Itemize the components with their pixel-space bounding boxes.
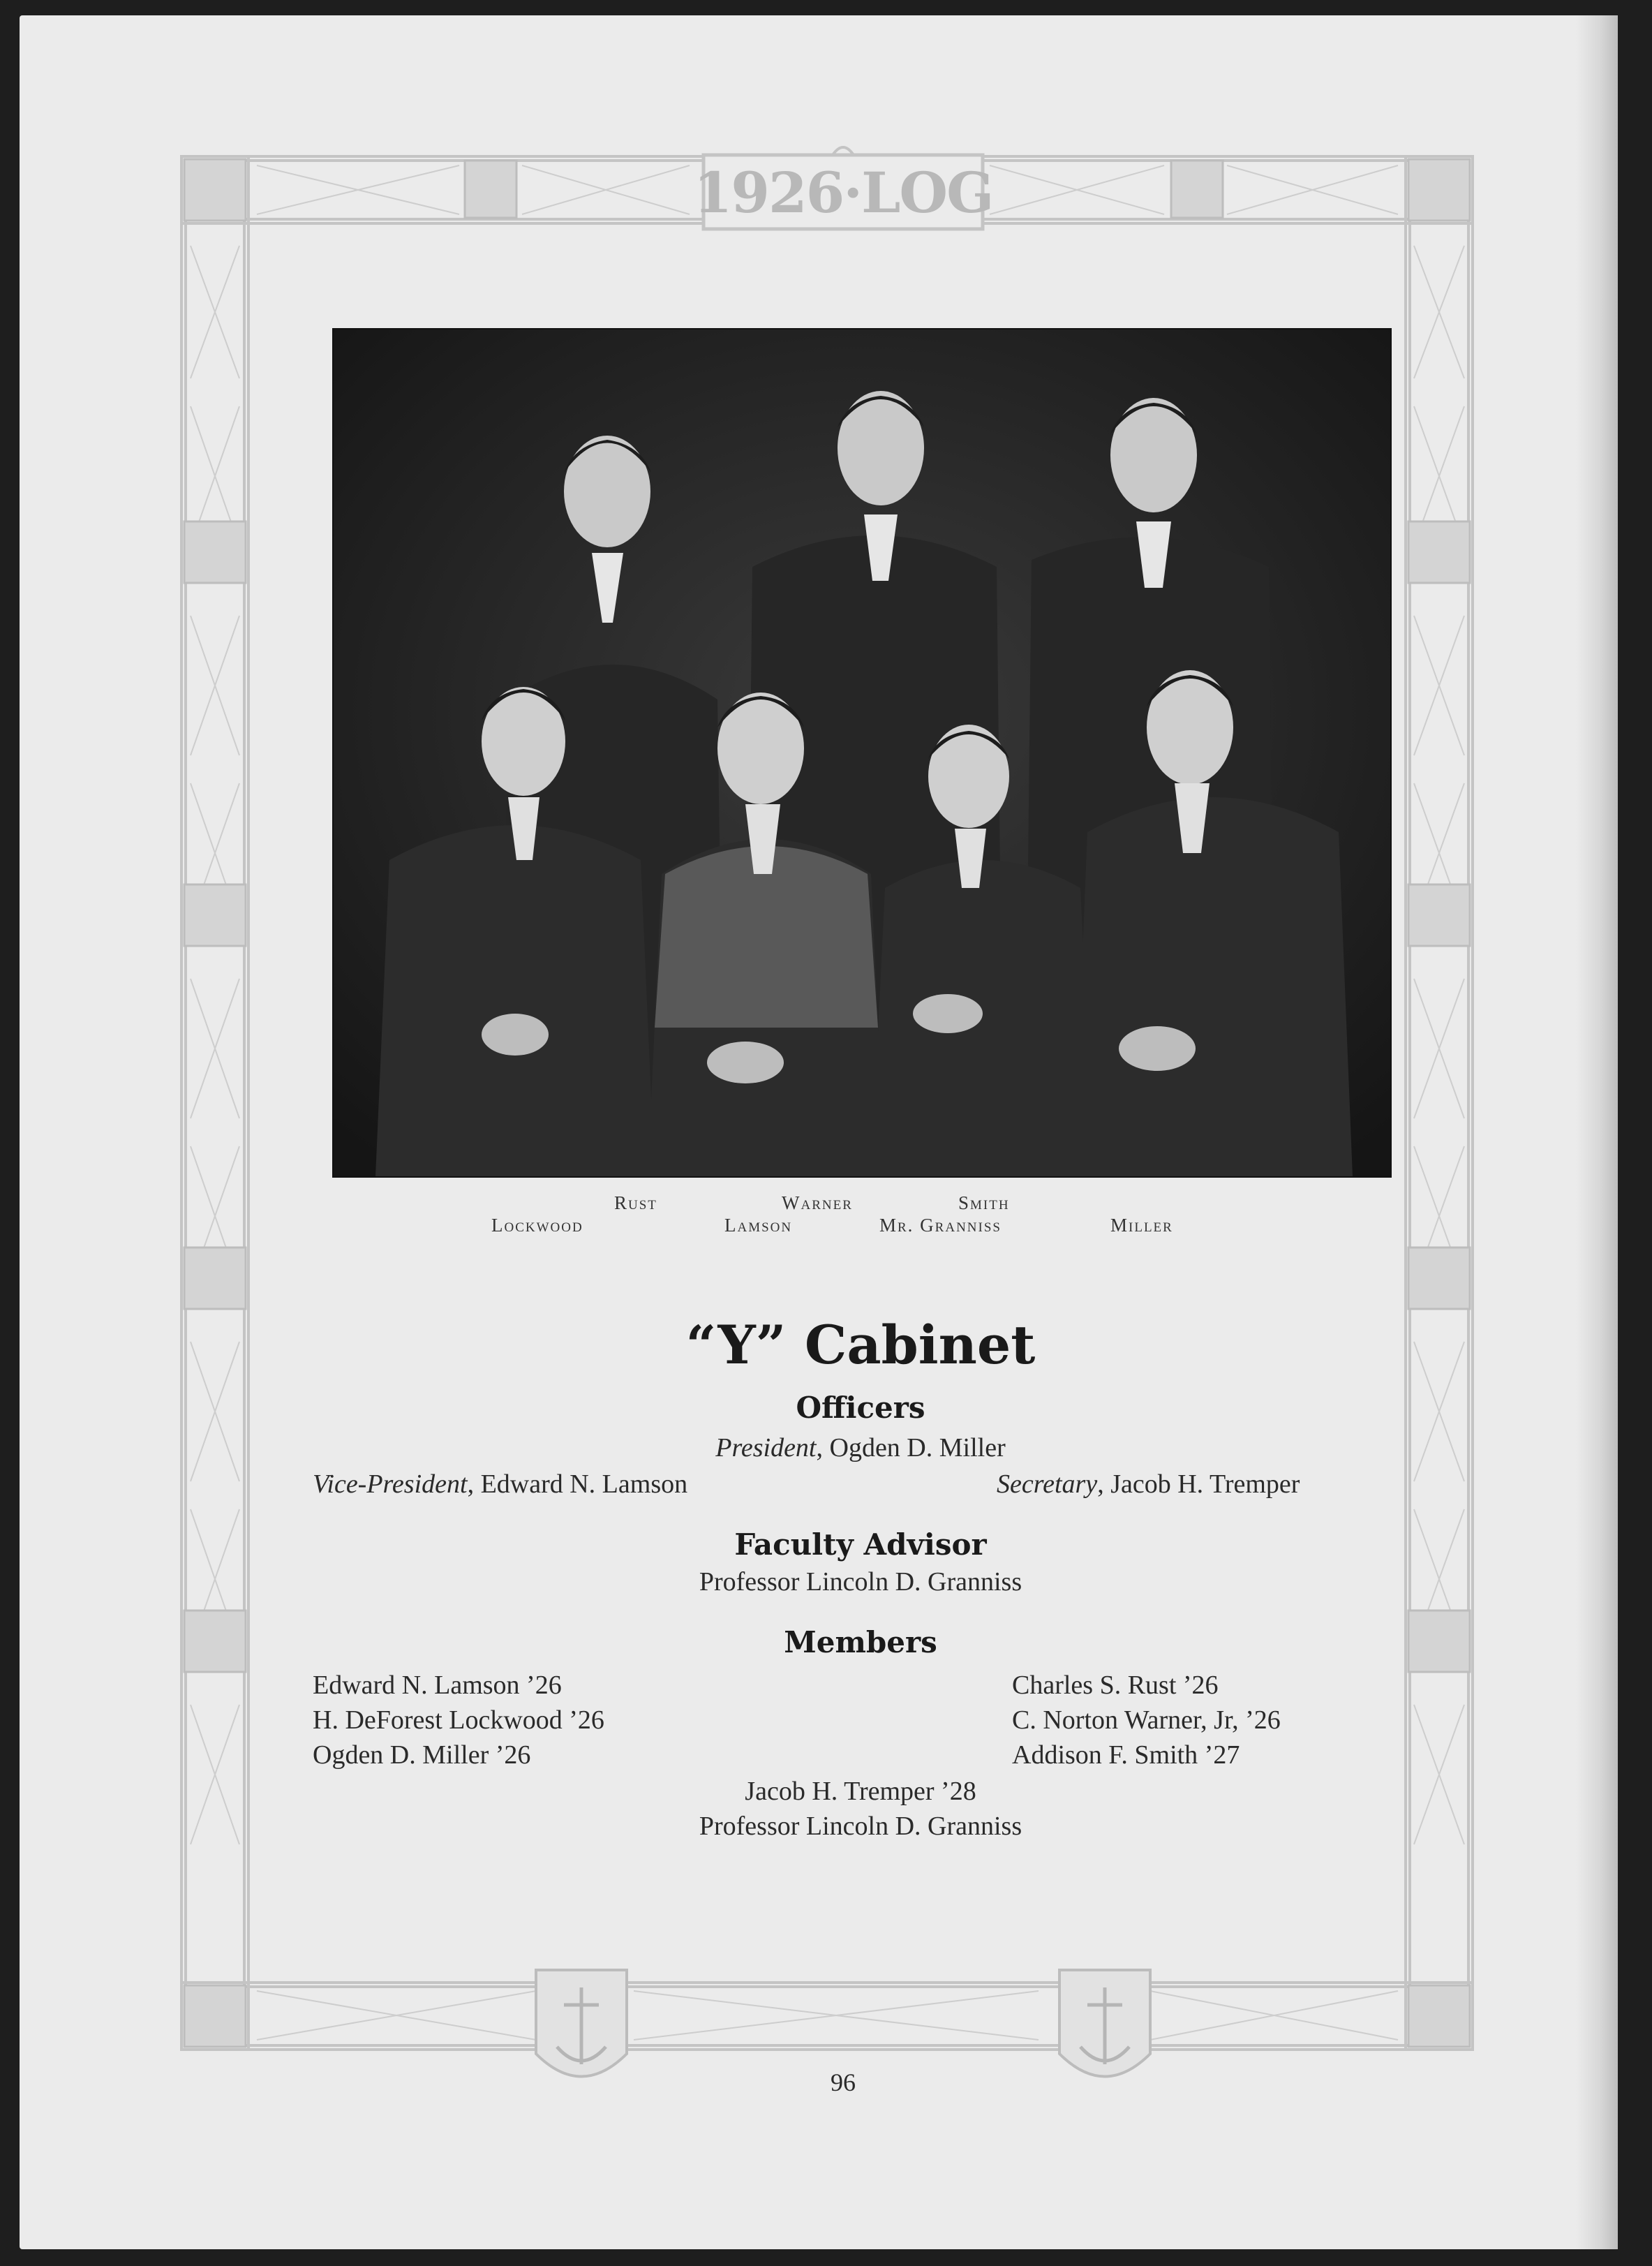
caption-miller: Miller <box>1110 1215 1173 1236</box>
member-center-2: Professor Lincoln D. Granniss <box>699 1812 1022 1841</box>
member-left-3: Ogden D. Miller ’26 <box>313 1740 531 1770</box>
secretary-line <box>997 1469 1300 1499</box>
president-name: , Ogden D. Miller <box>816 1433 1006 1462</box>
member-center-1: Jacob H. Tremper ’28 <box>745 1777 976 1806</box>
caption-rust: Rust <box>614 1192 657 1213</box>
group-photograph <box>332 328 1392 1178</box>
yearbook-page <box>20 15 1618 2249</box>
page-title: “Y” Cabinet <box>685 1314 1036 1376</box>
advisor-name: Professor Lincoln D. Granniss <box>699 1567 1022 1597</box>
caption-warner: Warner <box>782 1192 853 1213</box>
page-number: 96 <box>831 2068 856 2096</box>
vice-president-line <box>313 1469 687 1499</box>
caption-smith: Smith <box>958 1192 1010 1213</box>
advisor-heading: Faculty Advisor <box>734 1527 987 1562</box>
president-line <box>332 1432 1389 1463</box>
caption-lockwood: Lockwood <box>491 1215 583 1236</box>
president-role: President <box>715 1433 817 1462</box>
officers-heading: Officers <box>796 1391 925 1425</box>
member-right-2: C. Norton Warner, Jr, ’26 <box>1012 1705 1281 1735</box>
group-photo-image <box>334 329 1390 1176</box>
secretary-name: , Jacob H. Tremper <box>1097 1469 1300 1499</box>
vp-name: , Edward N. Lamson <box>467 1469 688 1499</box>
member-right-3: Addison F. Smith ’27 <box>1012 1740 1240 1770</box>
caption-lamson: Lamson <box>724 1215 793 1236</box>
member-left-1: Edward N. Lamson ’26 <box>313 1671 562 1700</box>
member-right-1: Charles S. Rust ’26 <box>1012 1671 1219 1700</box>
members-heading: Members <box>784 1625 937 1659</box>
yearbook-logo: 1926·LOG <box>693 160 993 225</box>
member-left-2: H. DeForest Lockwood ’26 <box>313 1705 604 1735</box>
caption-granniss: Mr. Granniss <box>879 1215 1002 1236</box>
secretary-role: Secretary <box>997 1469 1098 1499</box>
vp-role: Vice-President <box>313 1469 468 1499</box>
